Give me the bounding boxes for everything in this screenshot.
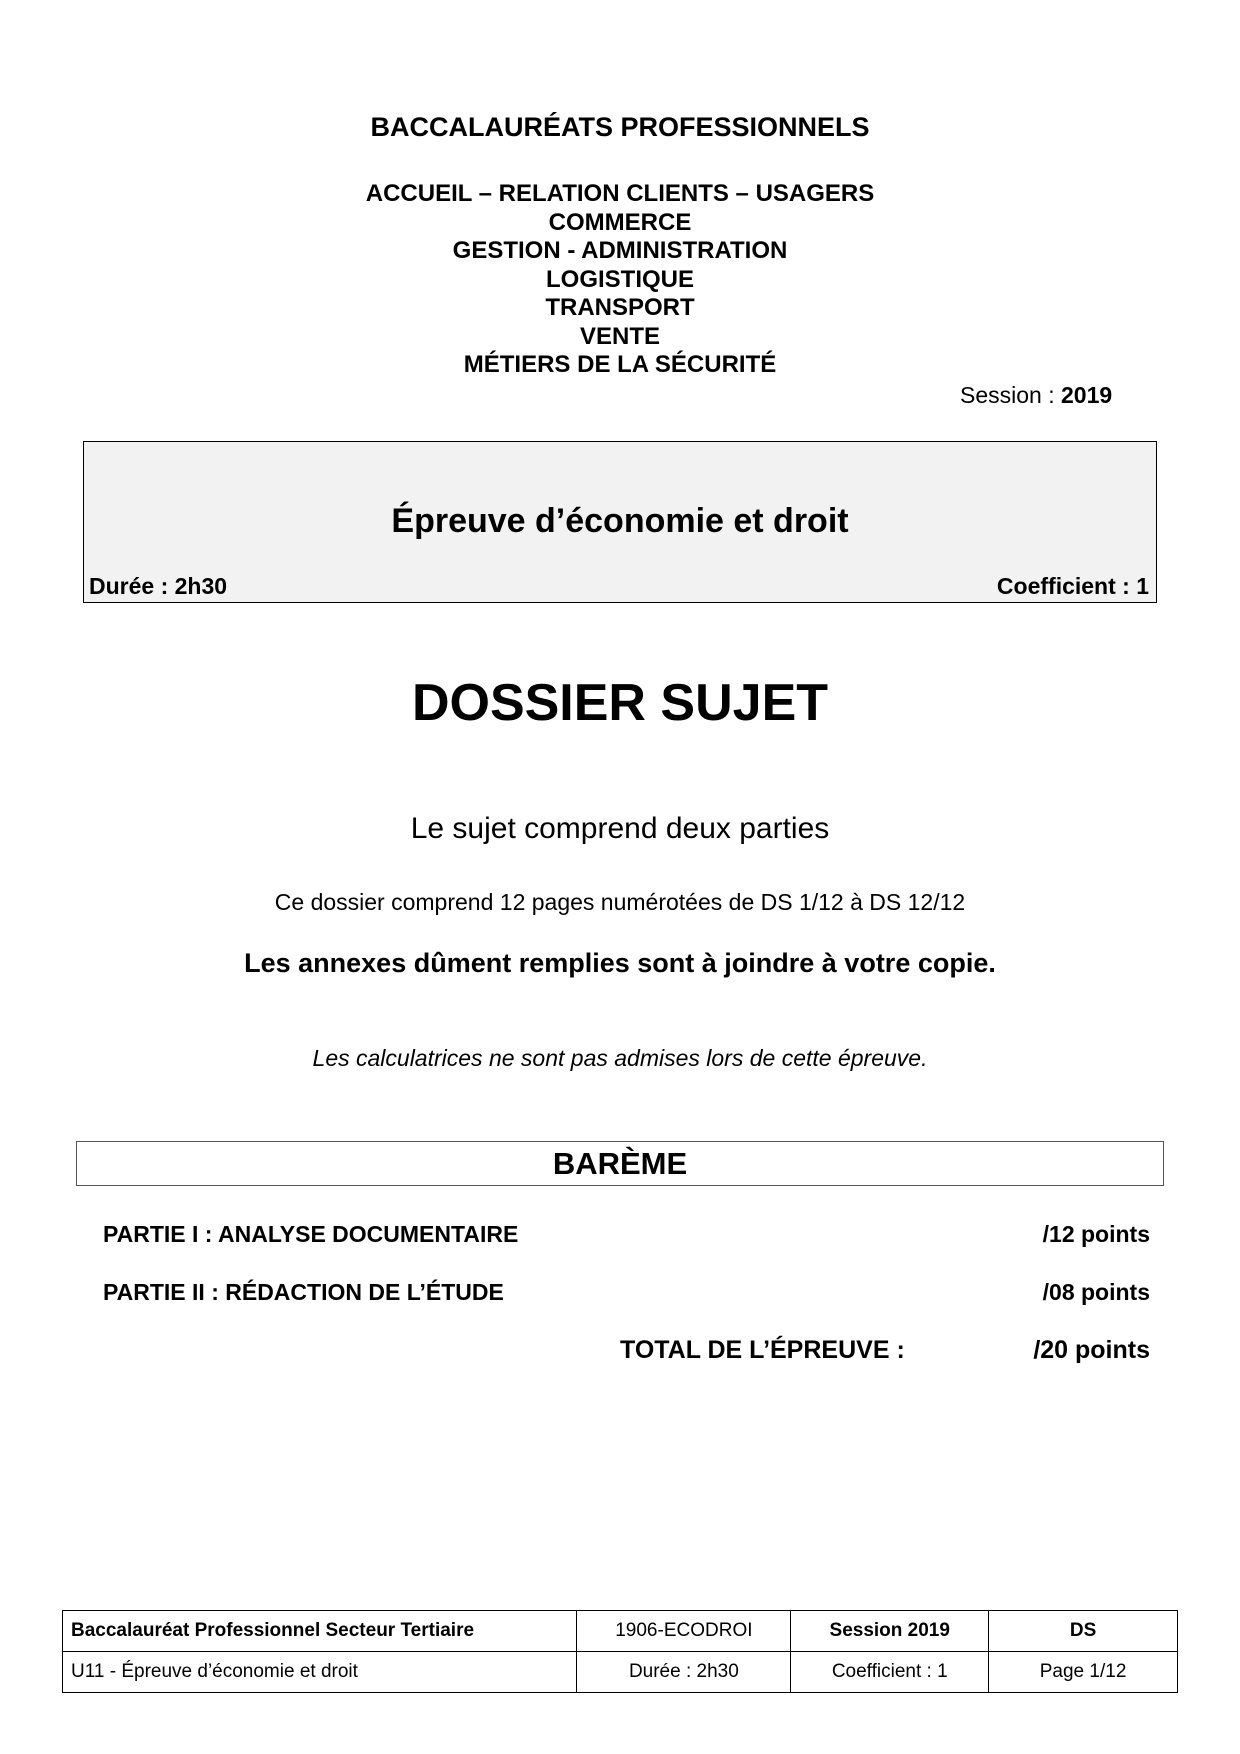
footer-cell: Baccalauréat Professionnel Secteur Tertiaire (63, 1611, 577, 1652)
footer-table (62, 1610, 1178, 1693)
bareme-total-label: TOTAL DE L’ÉPREUVE : (620, 1336, 905, 1364)
footer-cell: Coefficient : 1 (791, 1652, 989, 1693)
program-item: TRANSPORT (545, 294, 695, 321)
pages-info: Ce dossier comprend 12 pages numérotées de DS 1/12 à DS 12/12 (274, 889, 966, 915)
program-item: COMMERCE (548, 208, 692, 236)
bareme-total-points: /20 points (1033, 1336, 1150, 1364)
session-info (960, 382, 1130, 409)
footer-cell: 1906-ECODROI (577, 1611, 791, 1652)
session-year: 2019 (1061, 382, 1113, 408)
dossier-title: DOSSIER SUJET (411, 674, 829, 732)
bareme-part2-points: /08 points (1042, 1279, 1150, 1305)
annexes-note: Les annexes dûment remplies sont à joindre à votre copie. (244, 948, 996, 978)
bareme-part2-label: PARTIE II : RÉDACTION DE L’ÉTUDE (103, 1279, 504, 1305)
bareme-box (76, 1141, 1164, 1186)
bareme-part1-points: /12 points (1042, 1221, 1150, 1247)
footer-cell: Durée : 2h30 (577, 1652, 791, 1693)
main-title: BACCALAURÉATS PROFESSIONNELS (370, 112, 870, 142)
footer-row (63, 1611, 1178, 1652)
session-label: Session : (960, 382, 1061, 408)
calculator-note: Les calculatrices ne sont pas admises lors de cette épreuve. (312, 1045, 928, 1071)
epreuve-coefficient: Coefficient : 1 (996, 573, 1149, 599)
epreuve-duration: Durée : 2h30 (89, 573, 228, 599)
program-item: MÉTIERS DE LA SÉCURITÉ (463, 351, 777, 378)
program-item: GESTION - ADMINISTRATION (452, 237, 788, 264)
footer-cell: DS (989, 1611, 1178, 1652)
program-item: ACCUEIL – RELATION CLIENTS – USAGERS (365, 180, 875, 207)
footer-cell: U11 - Épreuve d’économie et droit (63, 1652, 577, 1693)
dossier-subtitle: Le sujet comprend deux parties (410, 812, 830, 845)
footer-cell: Session 2019 (791, 1611, 989, 1652)
footer-cell: Page 1/12 (989, 1652, 1178, 1693)
epreuve-title: Épreuve d’économie et droit (391, 502, 849, 540)
epreuve-box (83, 441, 1157, 603)
footer-row (63, 1652, 1178, 1693)
bareme-title: BARÈME (552, 1146, 688, 1181)
programs-list (0, 180, 1240, 380)
program-item: VENTE (579, 322, 660, 350)
program-item: LOGISTIQUE (545, 265, 694, 293)
bareme-part1-label: PARTIE I : ANALYSE DOCUMENTAIRE (103, 1221, 519, 1247)
